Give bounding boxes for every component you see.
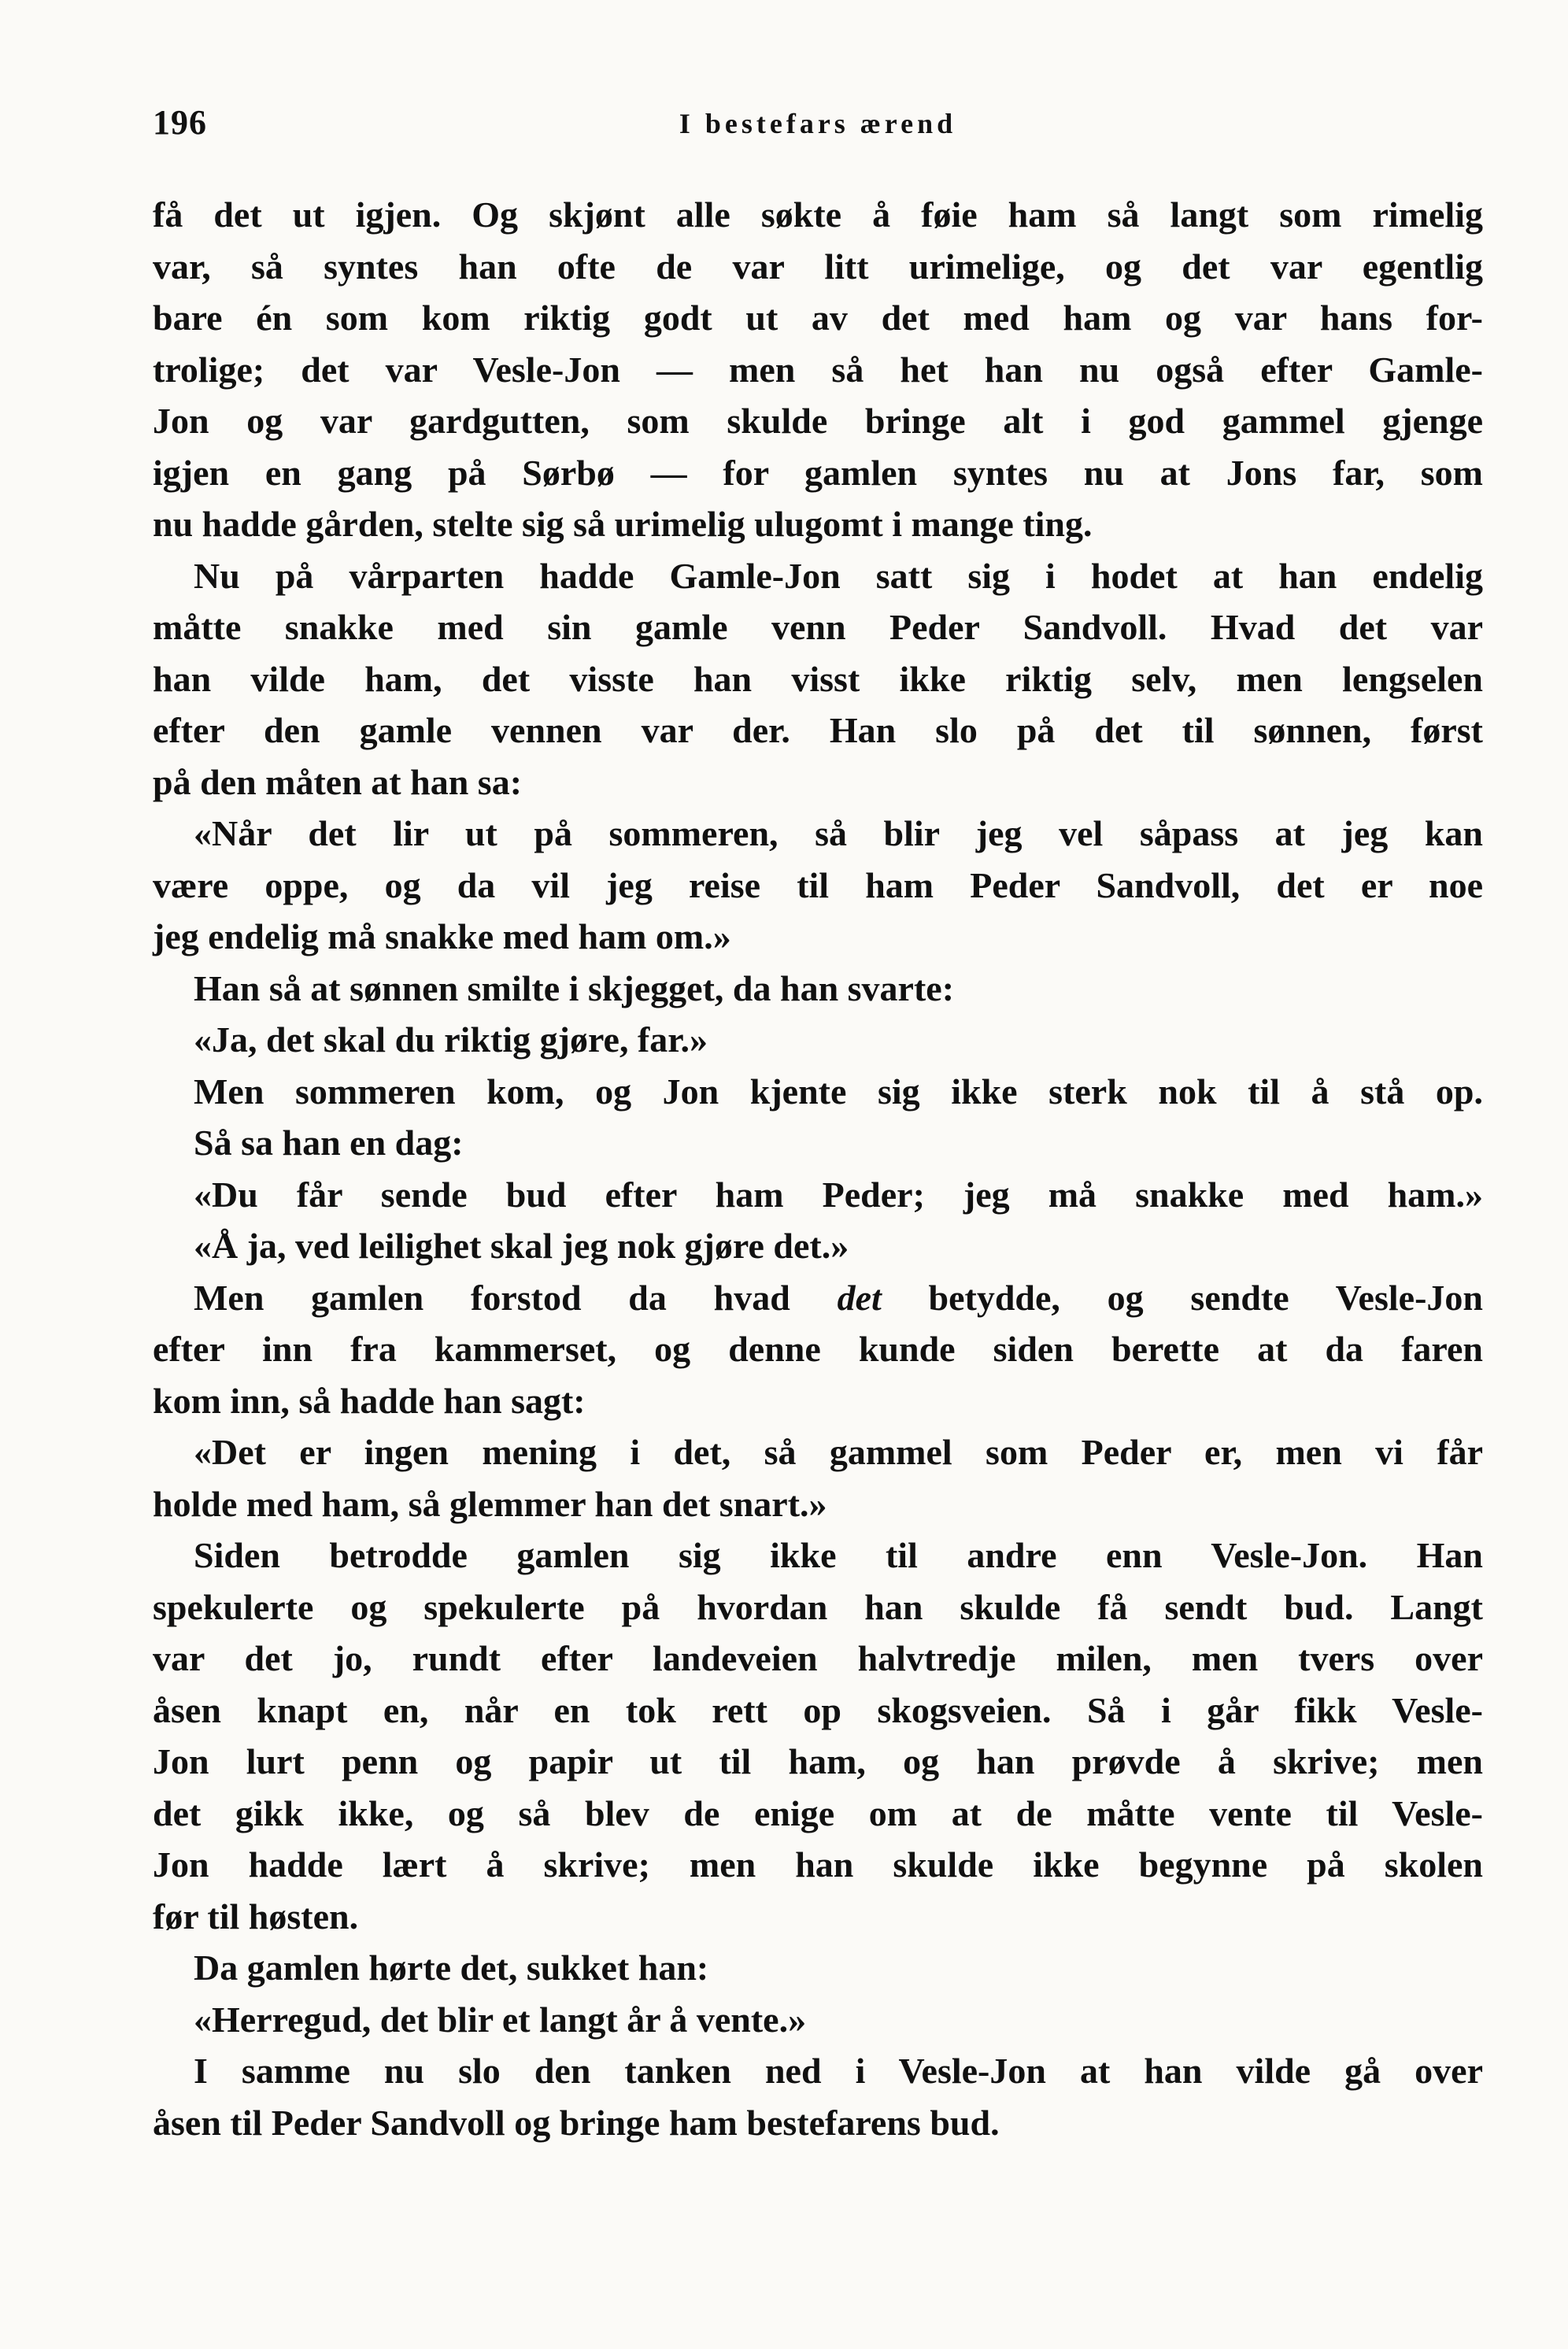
text-segment: Men gamlen forstod da hvad	[194, 1277, 838, 1318]
text-line: være oppe, og da vil jeg reise til ham Peder Sandvoll, det er noe	[153, 864, 1483, 905]
running-title: I bestefars ærend	[679, 108, 957, 139]
emphasized-word: det	[837, 1277, 882, 1318]
text-line: Da gamlen hørte det, sukket han:	[194, 1948, 709, 1988]
text-line: efter inn fra kammerset, og denne kunde siden berette at da faren	[153, 1329, 1483, 1369]
text-line: Så sa han en dag:	[194, 1123, 464, 1163]
text-line: kom inn, så hadde han sagt:	[153, 1380, 586, 1421]
text-line: spekulerte og spekulerte på hvordan han skulde få sendt bud. Langt	[153, 1586, 1483, 1627]
text-line: før til høsten.	[153, 1896, 359, 1937]
text-line: jeg endelig må snakke med ham om.»	[153, 916, 731, 956]
text-line: Han så at sønnen smilte i skjegget, da han svarte:	[194, 967, 955, 1008]
text-line: bare én som kom riktig godt ut av det med ham og var hans for-	[153, 298, 1483, 338]
text-line: Men sommeren kom, og Jon kjente sig ikke sterk nok til å stå op.	[194, 1071, 1483, 1112]
text-line: efter den gamle vennen var der. Han slo på det til sønnen, først	[153, 710, 1483, 750]
text-line: Nu på vårparten hadde Gamle-Jon satt sig i hodet at han endelig	[194, 555, 1483, 596]
text-line: var, så syntes han ofte de var litt urimelige, og det var egentlig	[153, 246, 1483, 287]
text-line: holde med ham, så glemmer han det snart.»	[153, 1483, 827, 1524]
text-line: «Ja, det skal du riktig gjøre, far.»	[194, 1019, 708, 1060]
text-line: åsen knapt en, når en tok rett op skogsveien. Så i går fikk Vesle-	[153, 1689, 1483, 1730]
text-line: nu hadde gården, stelte sig så urimelig ulugomt i mange ting.	[153, 504, 1093, 544]
text-line: I samme nu slo den tanken ned i Vesle-Jon at han vilde gå over	[194, 2051, 1483, 2091]
text-line: var det jo, rundt efter landeveien halvtredje milen, men tvers over	[153, 1638, 1483, 1678]
body-text	[153, 189, 1483, 2148]
text-line: «Det er ingen mening i det, så gammel som Peder er, men vi får	[194, 1432, 1483, 1472]
text-line: det gikk ikke, og så blev de enige om at de måtte vente til Vesle-	[153, 1792, 1483, 1833]
text-line: «Herregud, det blir et langt år å vente.»	[194, 1999, 807, 2040]
text-line: få det ut igjen. Og skjønt alle søkte å føie ham så langt som rimelig	[153, 194, 1483, 235]
text-line: trolige; det var Vesle-Jon — men så het han nu også efter Gamle-	[153, 349, 1483, 390]
text-line: åsen til Peder Sandvoll og bringe ham bestefarens bud.	[153, 2102, 1000, 2143]
text-line: måtte snakke med sin gamle venn Peder Sandvoll. Hvad det var	[153, 607, 1483, 647]
text-line: «Du får sende bud efter ham Peder; jeg må snakke med ham.»	[194, 1174, 1483, 1215]
text-line: Siden betrodde gamlen sig ikke til andre enn Vesle-Jon. Han	[194, 1535, 1483, 1575]
text-line	[153, 1272, 1483, 1324]
page-header	[153, 102, 1483, 150]
page-number: 196	[153, 103, 207, 142]
text-line: Jon og var gardgutten, som skulde bringe alt i god gammel gjenge	[153, 401, 1483, 441]
text-line: igjen en gang på Sørbø — for gamlen syntes nu at Jons far, som	[153, 452, 1483, 493]
text-line: Jon lurt penn og papir ut til ham, og han prøvde å skrive; men	[153, 1741, 1483, 1781]
text-line: han vilde ham, det visste han visst ikke riktig selv, men lengselen	[153, 658, 1483, 699]
text-segment: betydde, og sendte Vesle-Jon	[881, 1277, 1483, 1318]
text-line: Jon hadde lært å skrive; men han skulde ikke begynne på skolen	[153, 1844, 1483, 1885]
text-line: på den måten at han sa:	[153, 761, 523, 802]
text-line: «Når det lir ut på sommeren, så blir jeg vel såpass at jeg kan	[194, 813, 1483, 853]
text-line: «Å ja, ved leilighet skal jeg nok gjøre det.»	[194, 1226, 849, 1266]
